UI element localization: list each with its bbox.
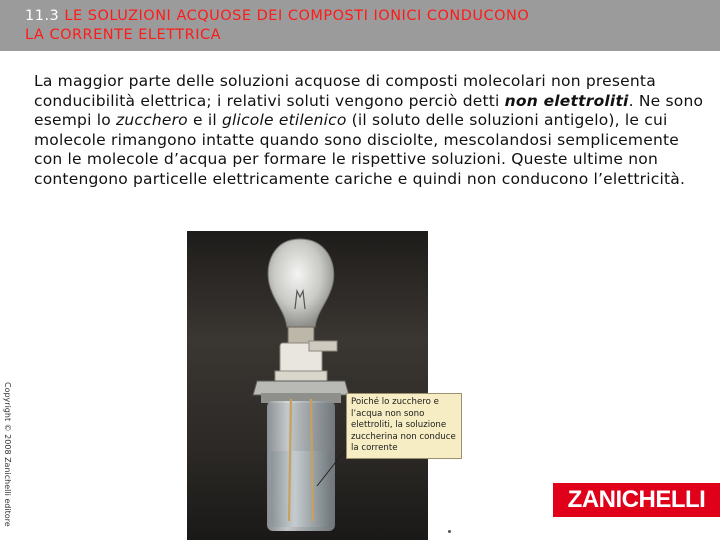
slide-title [25,7,715,45]
copyright-notice [2,382,14,527]
term-glicole-etilenico: glicole etilenico [222,111,347,129]
body-text-part: (il soluto delle soluzioni antigelo), le cui molecole rimangono intatte quando sono disciolte, mescolandosi semplicemente con le molecole d’acqua per formare le rispettive soluzioni. Queste ultime non contengono particelle elettricamente cariche e quindi non conducono l’elettricità. [34,111,686,188]
title-line-2: LA CORRENTE ELETTRICA [25,27,222,43]
term-zucchero: zucchero [116,111,188,129]
conductivity-apparatus-photo [187,231,428,540]
slide-header [0,0,720,51]
apparatus-illustration [187,231,428,540]
copyright-text: Copyright © 2008 Zanichelli editore [3,382,12,527]
title-line-1: LE SOLUZIONI ACQUOSE DEI COMPOSTI IONICI CONDUCONO [59,8,530,24]
solution [271,451,331,527]
lid [253,381,349,395]
body-paragraph [34,72,704,189]
body-text-part: e il [187,111,223,129]
wire-connector [309,341,337,351]
term-non-elettroliti: non elettroliti [504,91,629,110]
decorative-dot [448,530,451,533]
light-bulb [268,239,334,327]
zanichelli-logo: ZANICHELLI [553,483,720,517]
figure-caption: Poiché lo zucchero e l’acqua non sono elettroliti, la soluzione zuccherina non conduce la corrente [346,393,462,459]
section-number: 11.3 [25,8,60,24]
body-text-part: . Ne sono esempi lo [34,91,704,129]
body-text-part: La maggior parte delle soluzioni acquose di composti molecolari non presenta conducibilità elettrica; i relativi soluti vengono perciò detti [34,72,656,110]
